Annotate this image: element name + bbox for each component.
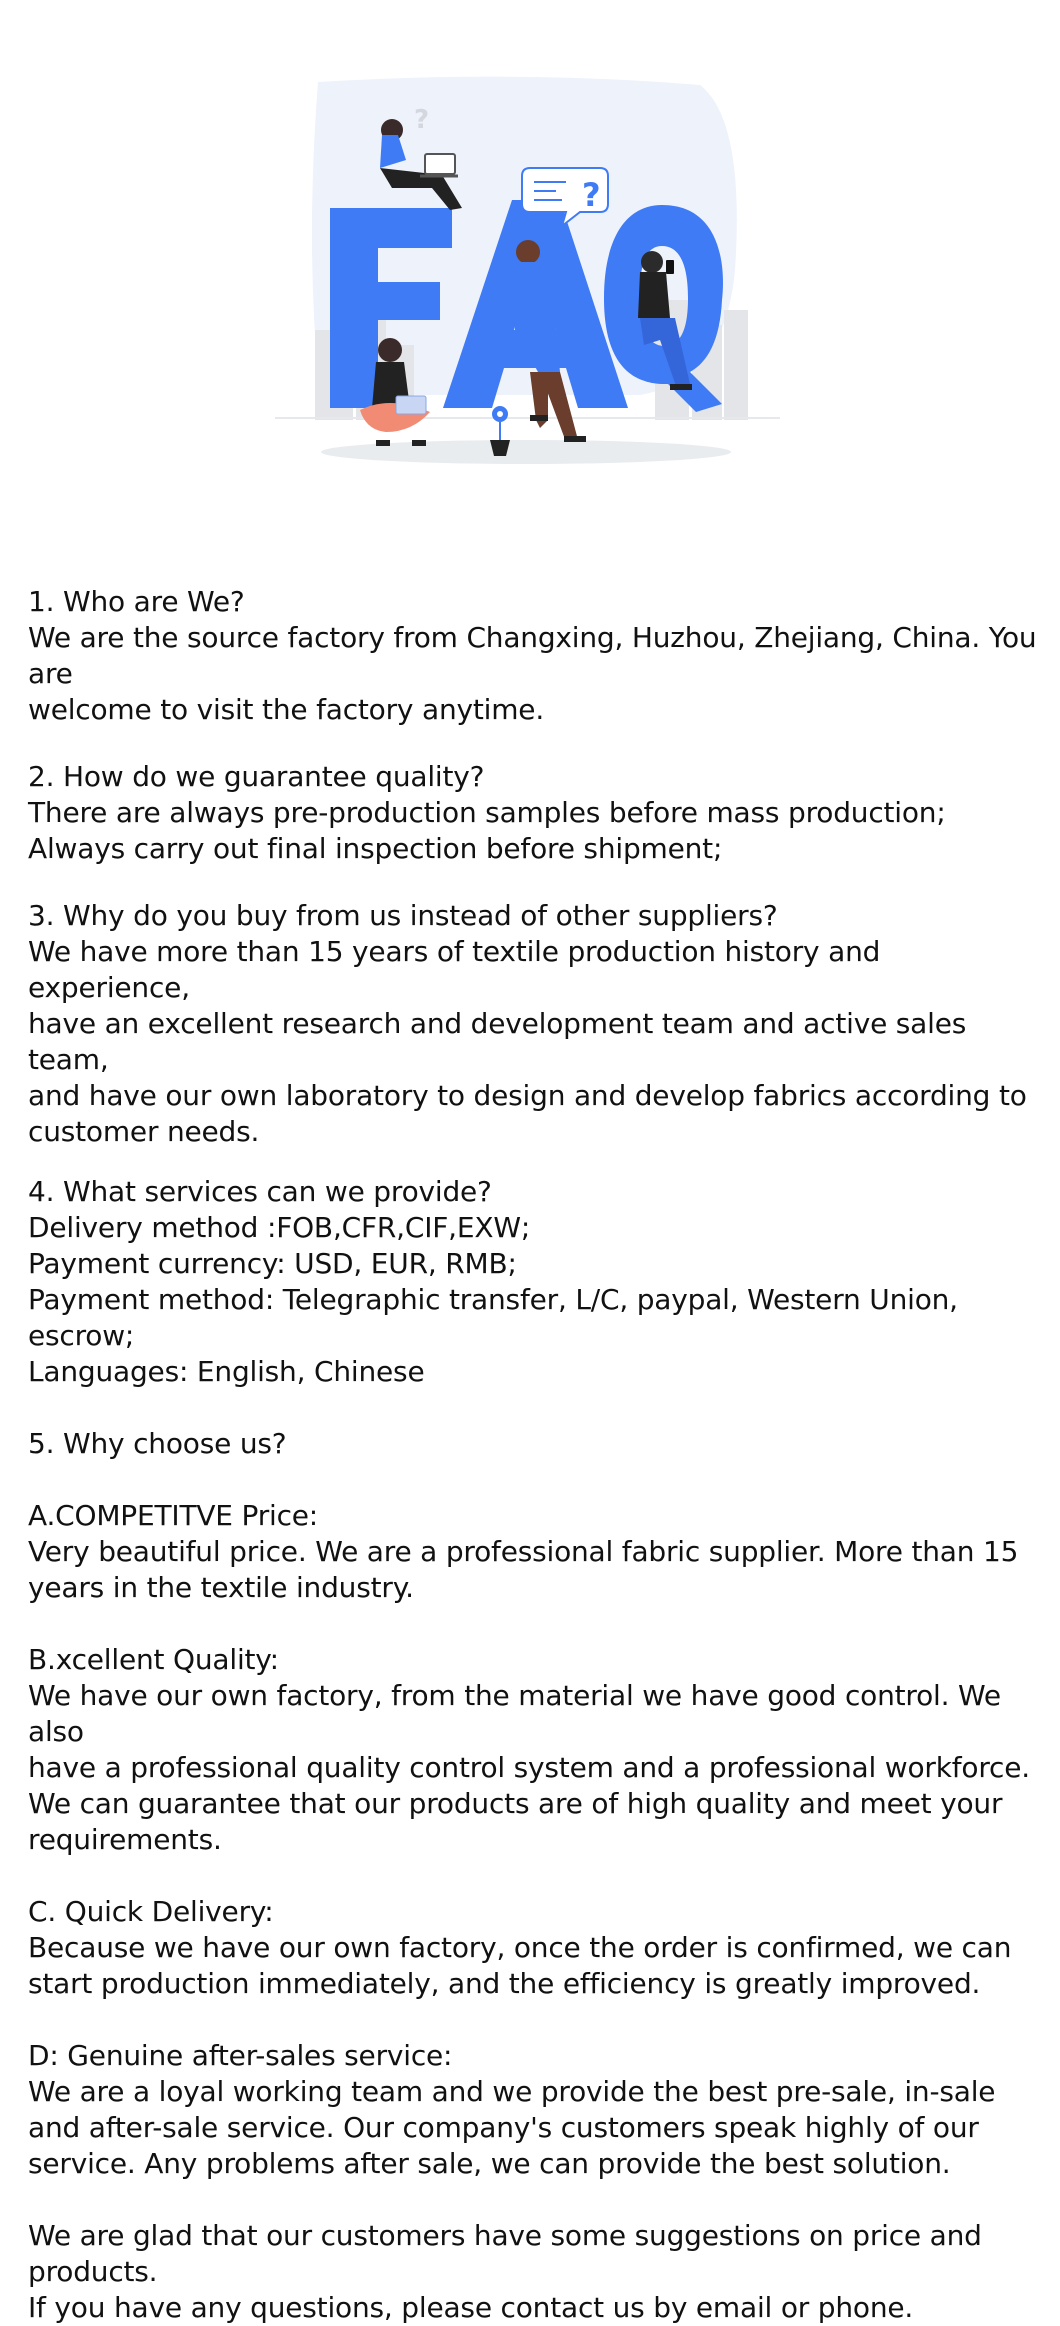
closing-line-1: We are glad that our customers have some suggestions on price and xyxy=(28,2219,982,2252)
reason-delivery xyxy=(28,1894,1038,2002)
faq-answer-4-line-4: Languages: English, Chinese xyxy=(28,1355,425,1388)
faq-item-2 xyxy=(28,759,1038,867)
faq-illustration-svg xyxy=(0,0,1060,520)
faq-item-3 xyxy=(28,898,1038,1150)
reason-after-sales-line-3: service. Any problems after sale, we can provide the best solution. xyxy=(28,2147,951,2180)
question-mark-icon: ? xyxy=(414,105,430,135)
faq-answer-2-line-2: Always carry out final inspection before shipment; xyxy=(28,832,723,865)
reason-delivery-line-2: start production immediately, and the efficiency is greatly improved. xyxy=(28,1967,981,2000)
reason-price-line-1: Very beautiful price. We are a professional fabric supplier. More than 15 xyxy=(28,1535,1019,1568)
faq-question-5: 5. Why choose us? xyxy=(28,1427,287,1460)
faq-hero-illustration xyxy=(0,0,1060,520)
faq-question-2: 2. How do we guarantee quality? xyxy=(28,760,485,793)
faq-content xyxy=(28,584,1038,2326)
reason-after-sales-title: D: Genuine after-sales service: xyxy=(28,2039,453,2072)
faq-answer-1-line-1: We are the source factory from Changxing, Huzhou, Zhejiang, China. You are xyxy=(28,621,1037,690)
faq-answer-4-line-2: Payment currency: USD, EUR, RMB; xyxy=(28,1247,517,1280)
reason-quality-line-1: We have our own factory, from the material we have good control. We also xyxy=(28,1679,1001,1748)
reason-quality-line-2: have a professional quality control system and a professional workforce. xyxy=(28,1751,1030,1784)
faq-question-3: 3. Why do you buy from us instead of other suppliers? xyxy=(28,899,778,932)
faq-answer-4-line-3: Payment method: Telegraphic transfer, L/C, paypal, Western Union, escrow; xyxy=(28,1283,958,1352)
closing-line-3: If you have any questions, please contact us by email or phone. xyxy=(28,2291,914,2324)
reason-after-sales-line-1: We are a loyal working team and we provide the best pre-sale, in-sale xyxy=(28,2075,996,2108)
reason-price xyxy=(28,1498,1038,1606)
reason-quality-line-3: We can guarantee that our products are of high quality and meet your xyxy=(28,1787,1003,1820)
faq-question-4: 4. What services can we provide? xyxy=(28,1175,492,1208)
faq-item-1 xyxy=(28,584,1038,728)
reason-quality xyxy=(28,1642,1038,1858)
reason-after-sales xyxy=(28,2038,1038,2182)
faq-question-1: 1. Who are We? xyxy=(28,585,245,618)
closing-line-2: products. xyxy=(28,2255,158,2288)
faq-answer-1-line-2: welcome to visit the factory anytime. xyxy=(28,693,545,726)
closing-text xyxy=(28,2218,1038,2326)
svg-text:?: ? xyxy=(582,176,601,214)
reason-price-line-2: years in the textile industry. xyxy=(28,1571,414,1604)
faq-answer-3-line-4: customer needs. xyxy=(28,1115,260,1148)
reason-price-title: A.COMPETITVE Price: xyxy=(28,1499,319,1532)
reason-quality-title: B.xcellent Quality: xyxy=(28,1643,279,1676)
faq-answer-3-line-1: We have more than 15 years of textile production history and experience, xyxy=(28,935,881,1004)
reason-delivery-line-1: Because we have our own factory, once the order is confirmed, we can xyxy=(28,1931,1012,1964)
reason-quality-line-4: requirements. xyxy=(28,1823,222,1856)
potted-plant-icon xyxy=(490,406,510,456)
faq-answer-3-line-2: have an excellent research and development team and active sales team, xyxy=(28,1007,967,1076)
faq-answer-4-line-1: Delivery method :FOB,CFR,CIF,EXW; xyxy=(28,1211,531,1244)
reason-delivery-title: C. Quick Delivery: xyxy=(28,1895,274,1928)
faq-item-4 xyxy=(28,1174,1038,1390)
faq-answer-3-line-3: and have our own laboratory to design and develop fabrics according to xyxy=(28,1079,1027,1112)
faq-answer-2-line-1: There are always pre-production samples before mass production; xyxy=(28,796,946,829)
reason-after-sales-line-2: and after-sale service. Our company's customers speak highly of our xyxy=(28,2111,979,2144)
